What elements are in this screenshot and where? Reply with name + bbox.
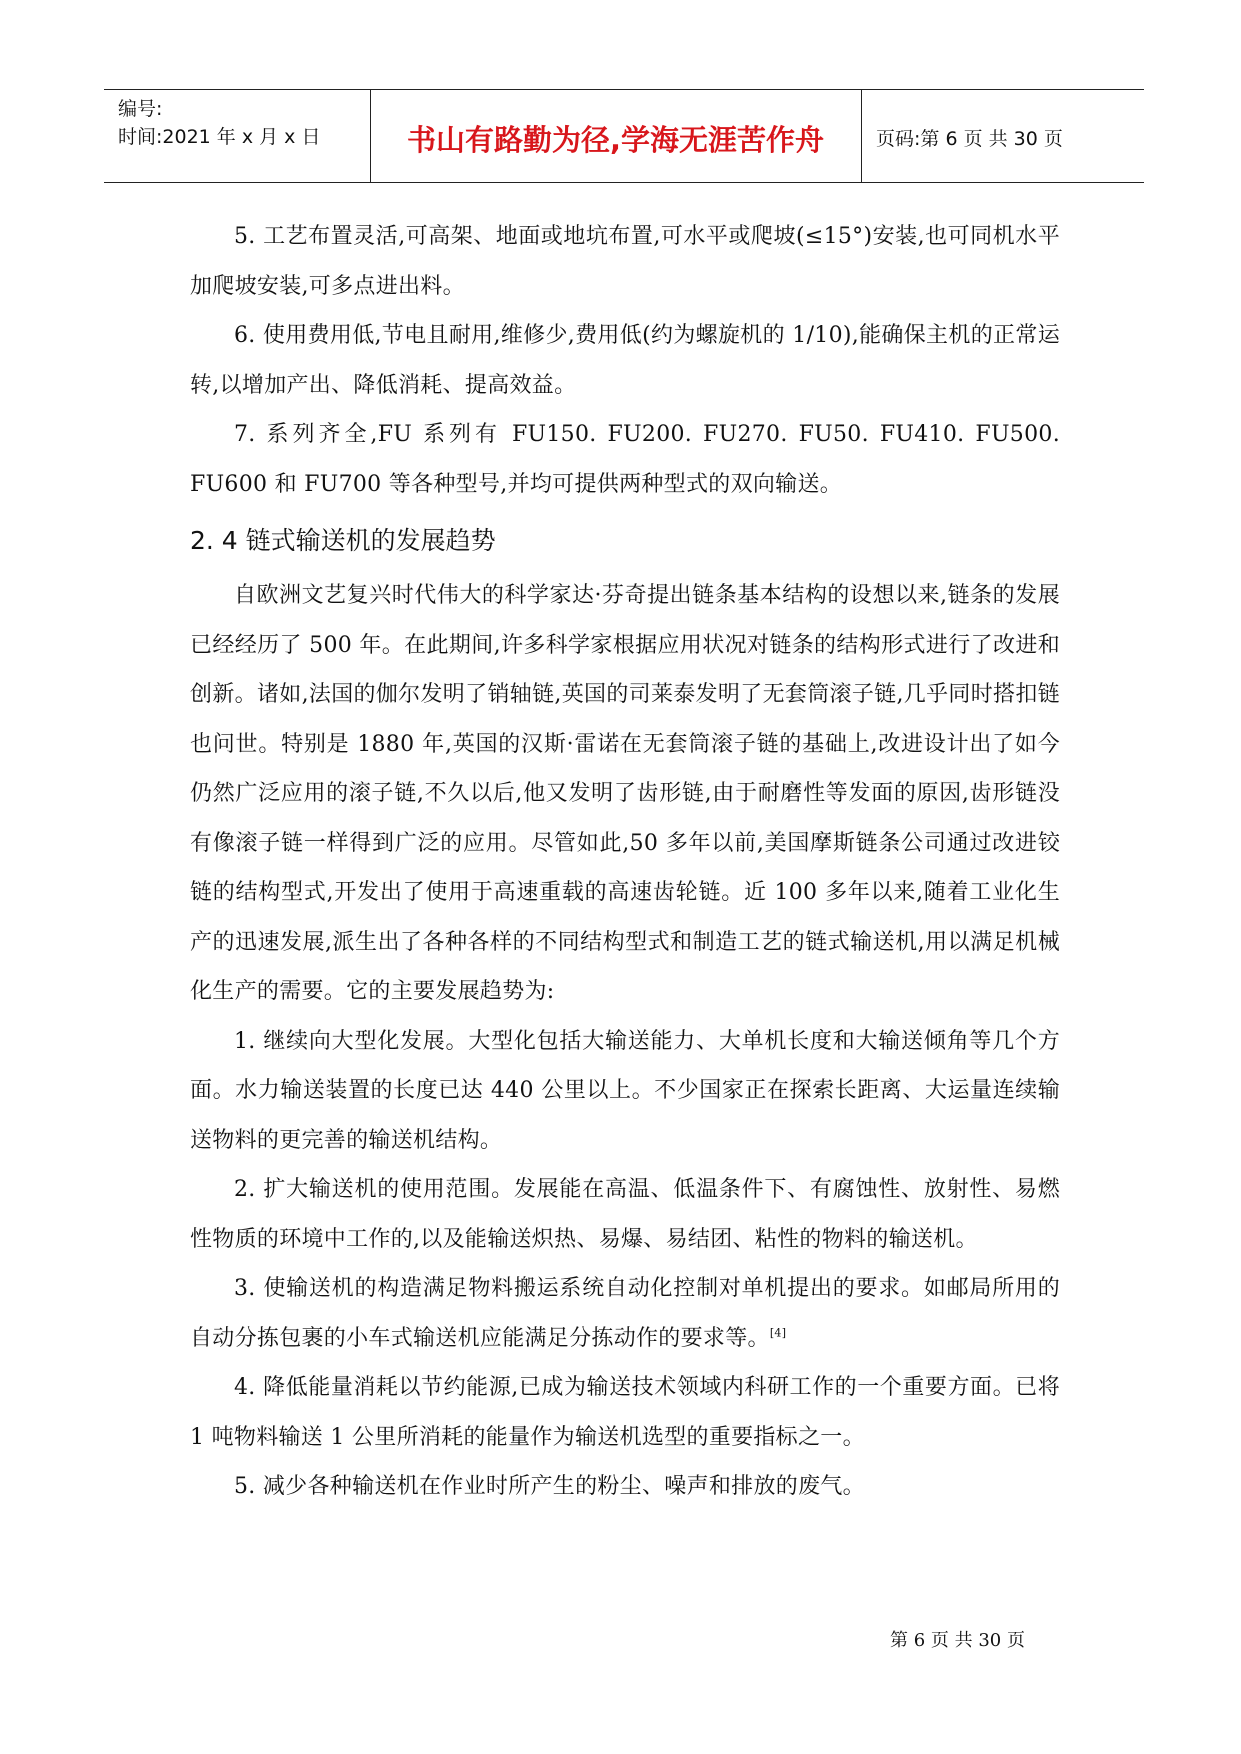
header-divider [861,90,862,182]
citation-ref[interactable]: [4] [769,1326,787,1340]
document-code-label: 编号: [118,98,163,120]
list-item: 5. 减少各种输送机在作业时所产生的粉尘、噪声和排放的废气。 [234,1474,865,1499]
header-page-info: 页码:第 6 页 共 30 页 [876,128,1063,150]
section-heading: 2. 4 链式输送机的发展趋势 [190,526,496,555]
header-motto: 书山有路勤为径,学海无涯苦作舟 [406,123,825,157]
paragraph: 自欧洲文艺复兴时代伟大的科学家达·芬奇提出链条基本结构的设想以来,链条的发展已经经历了 500 年。在此期间,许多科学家根据应用状况对链条的结构形式进行了改进和创新。诸如,法国的伽尔发明了销轴链,英国的司莱泰发明了无套筒滚子链,几乎同时搭扣链也问世。特别是 1880 年,英国的汉斯·雷诺在无套筒滚子链的基础上,改进设计出了如今仍然广泛应用的滚子链,不久以后,他又发明了齿形链,由于耐磨性等发面的原因,齿形链没有像滚子链一样得到广泛的应用。尽管如此,50 多年以前,美国摩斯链条公司通过改进铰链的结构型式,开发出了使用于高速重载的高速齿轮链。近 100 多年以来,随着工业化生产的迅速发展,派生出了各种各样的不同结构型式和制造工艺的链式输送机,用以满足机械化生产的需要。它的主要发展趋势为: [190,583,1060,1004]
page-footer: 第 6 页 共 30 页 [890,1630,1025,1651]
document-header [104,89,1144,183]
list-item: 1. 继续向大型化发展。大型化包括大输送能力、大单机长度和大输送倾角等几个方面。水力输送装置的长度已达 440 公里以上。不少国家正在探索长距离、大运量连续输送物料的更完善的输送机结构。 [190,1028,1060,1153]
paragraph: 5. 工艺布置灵活,可高架、地面或地坑布置,可水平或爬坡(≤15°)安装,也可同机水平加爬坡安装,可多点进出料。 [190,224,1060,299]
document-body [190,212,1060,1512]
list-item [190,1264,1060,1363]
list-item: 2. 扩大输送机的使用范围。发展能在高温、低温条件下、有腐蚀性、放射性、易燃性物质的环境中工作的,以及能输送炽热、易爆、易结团、粘性的物料的输送机。 [190,1177,1060,1252]
list-item-text: 3. 使输送机的构造满足物料搬运系统自动化控制对单机提出的要求。如邮局所用的自动分拣包裹的小车式输送机应能满足分拣动作的要求等。 [190,1276,1060,1351]
paragraph: 6. 使用费用低,节电且耐用,维修少,费用低(约为螺旋机的 1/10),能确保主机的正常运转,以增加产出、降低消耗、提高效益。 [190,323,1060,398]
document-date: 时间:2021 年 x 月 x 日 [118,126,321,148]
list-item: 4. 降低能量消耗以节约能源,已成为输送技术领域内科研工作的一个重要方面。已将 1 吨物料输送 1 公里所消耗的能量作为输送机选型的重要指标之一。 [190,1375,1060,1450]
paragraph: 7. 系列齐全,FU 系列有 FU150. FU200. FU270. FU50. FU410. FU500. FU600 和 FU700 等各种型号,并均可提供两种型式的双向输送。 [190,422,1060,497]
